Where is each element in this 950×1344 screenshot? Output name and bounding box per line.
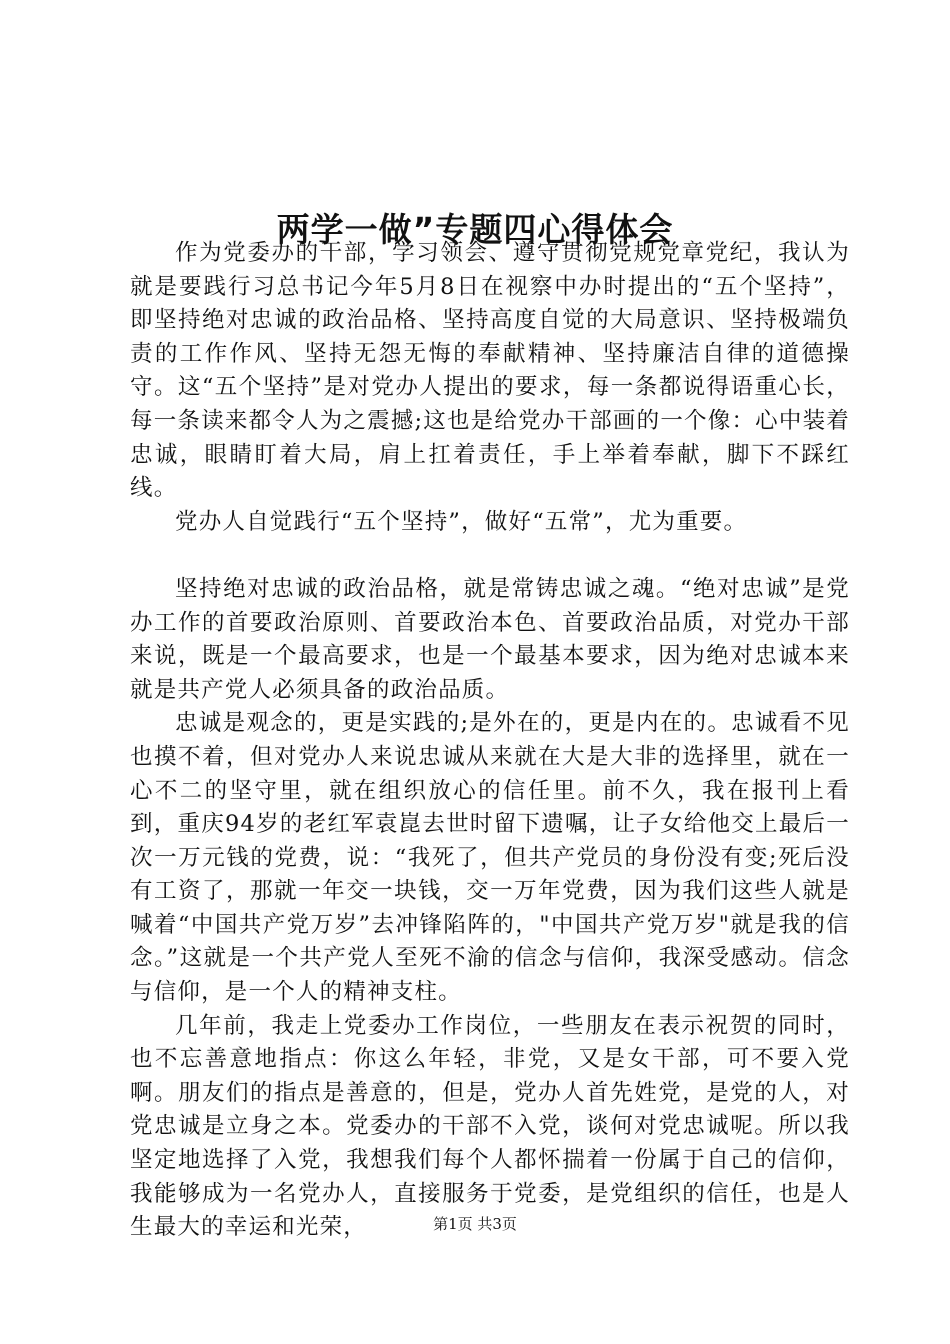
page-footer: 第1页 共3页 <box>433 1215 517 1233</box>
paragraph-loyalty: 坚持绝对忠诚的政治品格，就是常铸忠诚之魂。“绝对忠诚”是党办工作的首要政治原则、首要政治本色、首要政治品质，对党办干部来说，既是一个最高要求，也是一个最基本要求，因为绝对忠诚本来就是共产党人必须具备的政治品质。 <box>130 575 850 703</box>
paragraph-intro: 作为党委办的干部，学习领会、遵守贯彻党规党章党纪，我认为就是要践行习总书记今年5月8日在视察中办时提出的“五个坚持”，即坚持绝对忠诚的政治品格、坚持高度自觉的大局意识、坚持极端负责的工作作风、坚持无怨无悔的奉献精神、坚持廉洁自律的道德操守。这“五个坚持”是对党办人提出的要求，每一条都说得语重心长，每一条读来都令人为之震撼;这也是给党办干部画的一个像：心中装着忠诚，眼睛盯着大局，肩上扛着责任，手上举着奉献，脚下不踩红线。 <box>130 240 850 502</box>
page-title: 两学一做”专题四心得体会 <box>276 210 674 250</box>
paragraph-summary: 党办人自觉践行“五个坚持”，做好“五常”，尤为重要。 <box>175 508 748 535</box>
document-body <box>130 237 850 1245</box>
paragraph-faith: 忠诚是观念的，更是实践的;是外在的，更是内在的。忠诚看不见也摸不着，但对党办人来说忠诚从来就在大是大非的选择里，就在一心不二的坚守里，就在组织放心的信任里。前不久，我在报刊上看到，重庆94岁的老红军袁崑去世时留下遗嘱，让子女给他交上最后一次一万元钱的党费，说：“我死了，但共产党员的身份没有变;死后没有工资了，那就一年交一块钱，交一万年党费，因为我们这些人就是喊着“中国共产党万岁”去冲锋陷阵的，"中国共产党万岁"就是我的信念。”这就是一个共产党人至死不渝的信念与信仰，我深受感动。信念与信仰，是一个人的精神支柱。 <box>130 710 850 1006</box>
paragraph-joining-party: 几年前，我走上党委办工作岗位，一些朋友在表示祝贺的同时，也不忘善意地指点：你这么年轻，非党，又是女干部，可不要入党啊。朋友们的指点是善意的，但是，党办人首先姓党，是党的人，对党忠诚是立身之本。党委办的干部不入党，谈何对党忠诚呢。所以我坚定地选择了入党，我想我们每个人都怀揣着一份属于自己的信仰，我能够成为一名党办人，直接服务于党委，是党组织的信任，也是人生最大的幸运和光荣， <box>130 1012 850 1241</box>
blank-line <box>130 539 850 573</box>
